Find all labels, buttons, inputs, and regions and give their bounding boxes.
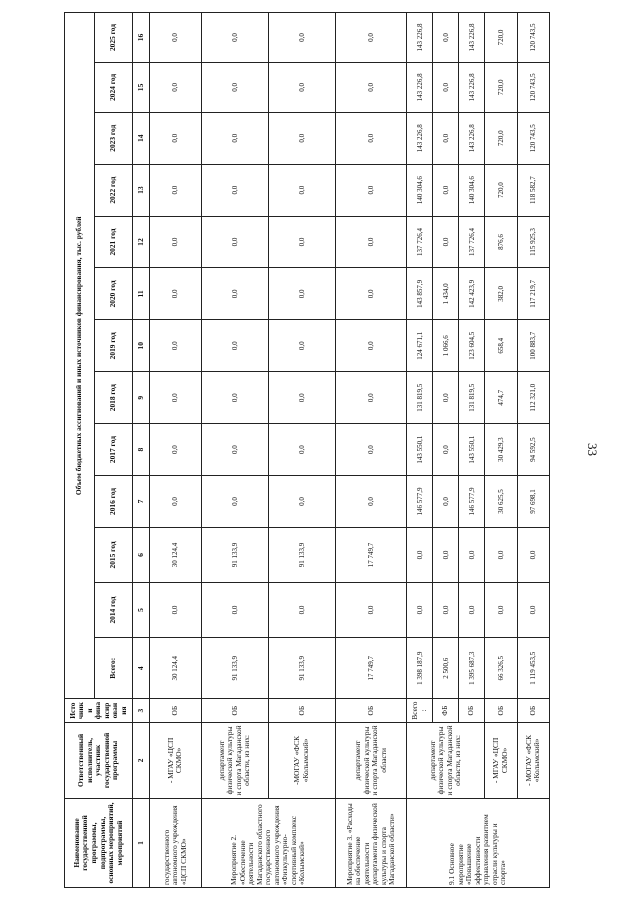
row-value: 0,0 — [201, 582, 268, 637]
row-value: 0,0 — [433, 63, 459, 113]
row-value: 0,0 — [201, 63, 268, 113]
table-row — [485, 13, 517, 888]
row-value: 0,0 — [407, 582, 433, 637]
row-value: 0,0 — [201, 476, 268, 528]
header-year: 2021 год — [95, 216, 133, 268]
row-source: ОБ — [268, 699, 335, 722]
page-number-text: 33 — [585, 443, 600, 456]
row-value: 0,0 — [201, 164, 268, 216]
column-number: 9 — [133, 372, 150, 424]
row-value: 0,0 — [150, 63, 202, 113]
row-value: 0,0 — [335, 112, 406, 164]
row-value: 0,0 — [268, 13, 335, 63]
row-value: 124 671,1 — [407, 320, 433, 372]
row-executor: департамент физической культуры и спорта Магаданской области, из них: — [201, 722, 268, 798]
column-number: 6 — [133, 527, 150, 582]
row-total: 91 133,9 — [201, 638, 268, 699]
row-value: 146 577,9 — [459, 476, 485, 528]
row-value: 0,0 — [150, 216, 202, 268]
row-executor: - МОГАУ «ФСК «Колымский» — [517, 722, 550, 798]
header-year: 2022 год — [95, 164, 133, 216]
row-value: 0,0 — [150, 372, 202, 424]
row-value: 0,0 — [485, 582, 517, 637]
row-value: 143 857,9 — [407, 268, 433, 320]
row-value: 140 304,6 — [459, 164, 485, 216]
row-value: 0,0 — [201, 112, 268, 164]
row-value: 0,0 — [517, 582, 550, 637]
row-total: 1 119 453,5 — [517, 638, 550, 699]
table-row — [335, 13, 406, 888]
row-value: 876,6 — [485, 216, 517, 268]
row-value: 112 321,0 — [517, 372, 550, 424]
column-number: 1 — [133, 799, 150, 888]
column-number: 13 — [133, 164, 150, 216]
row-value: 30 429,3 — [485, 424, 517, 476]
row-value: 720,0 — [485, 112, 517, 164]
row-value: 1 066,6 — [433, 320, 459, 372]
header-year: 2025 год — [95, 13, 133, 63]
header-year: 2020 год — [95, 268, 133, 320]
row-value: 131 819,5 — [459, 372, 485, 424]
row-source: ФБ — [433, 699, 459, 722]
table-row — [201, 13, 268, 888]
row-executor: - МГАУ «ЦСП СКМО» — [150, 722, 202, 798]
row-value: 0,0 — [150, 268, 202, 320]
row-value: 0,0 — [268, 63, 335, 113]
column-number: 14 — [133, 112, 150, 164]
row-value: 143 226,8 — [407, 13, 433, 63]
row-value: 143 226,8 — [407, 112, 433, 164]
row-value: 0,0 — [201, 216, 268, 268]
table-row — [268, 13, 335, 888]
row-total: 17 749,7 — [335, 638, 406, 699]
row-value: 0,0 — [433, 13, 459, 63]
header-name: Наименование государственной программы, подпрограммы, основных мероприятий, мероприятий — [65, 799, 133, 888]
row-value: 143 226,8 — [407, 63, 433, 113]
header-year: 2018 год — [95, 372, 133, 424]
header-total: Всего: — [95, 638, 133, 699]
row-value: 658,4 — [485, 320, 517, 372]
row-value: 0,0 — [459, 527, 485, 582]
column-number: 11 — [133, 268, 150, 320]
row-value: 91 133,9 — [268, 527, 335, 582]
column-number: 7 — [133, 476, 150, 528]
row-value: 120 743,5 — [517, 112, 550, 164]
row-name: Мероприятие 3. «Расходы на обеспечение деятельности департамента физической культуры и спорта Магаданской области» — [335, 799, 406, 888]
row-value: 0,0 — [150, 476, 202, 528]
column-number: 5 — [133, 582, 150, 637]
header-year: 2023 год — [95, 112, 133, 164]
row-value: 142 423,9 — [459, 268, 485, 320]
column-number: 10 — [133, 320, 150, 372]
row-value: 0,0 — [485, 527, 517, 582]
row-value: 0,0 — [150, 582, 202, 637]
row-value: 720,0 — [485, 164, 517, 216]
row-source: ОБ — [201, 699, 268, 722]
row-source: ОБ — [150, 699, 202, 722]
row-total: 30 124,4 — [150, 638, 202, 699]
row-value: 0,0 — [201, 424, 268, 476]
row-value: 0,0 — [433, 372, 459, 424]
row-name: государственного автономного учреждения «ЦСП СКМО» — [150, 799, 202, 888]
row-value: 137 726,4 — [407, 216, 433, 268]
row-value: 0,0 — [150, 13, 202, 63]
row-value: 0,0 — [268, 424, 335, 476]
row-name: 9.1 Основное мероприятие «Повышение эффективности управления развитием отрасли культуры и спорта» — [407, 799, 550, 888]
row-value: 0,0 — [335, 63, 406, 113]
row-value: 97 698,1 — [517, 476, 550, 528]
row-value: 0,0 — [335, 424, 406, 476]
row-value: 720,0 — [485, 13, 517, 63]
row-value: 120 743,5 — [517, 13, 550, 63]
row-value: 117 219,7 — [517, 268, 550, 320]
row-value: 137 726,4 — [459, 216, 485, 268]
row-source: ОБ — [485, 699, 517, 722]
row-value: 0,0 — [150, 164, 202, 216]
header-year: 2024 год — [95, 63, 133, 113]
row-value: 0,0 — [268, 320, 335, 372]
row-value: 30 625,5 — [485, 476, 517, 528]
row-total: 1 395 687,3 — [459, 638, 485, 699]
row-value: 30 124,4 — [150, 527, 202, 582]
row-value: 0,0 — [433, 582, 459, 637]
header-volume-title: Объем бюджетных ассигнований и иных источников финансирования, тыс. рублей — [65, 13, 95, 699]
row-value: 143 550,1 — [407, 424, 433, 476]
row-value: 0,0 — [433, 424, 459, 476]
row-value: 0,0 — [150, 320, 202, 372]
row-value: 0,0 — [201, 372, 268, 424]
row-value: 0,0 — [268, 112, 335, 164]
row-value: 120 743,5 — [517, 63, 550, 113]
row-value: 0,0 — [335, 268, 406, 320]
row-value: 100 883,7 — [517, 320, 550, 372]
row-value: 0,0 — [268, 164, 335, 216]
row-value: 0,0 — [201, 320, 268, 372]
column-number: 8 — [133, 424, 150, 476]
row-value: 0,0 — [459, 582, 485, 637]
row-value: 115 925,3 — [517, 216, 550, 268]
row-value: 0,0 — [433, 527, 459, 582]
row-value: 17 749,7 — [335, 527, 406, 582]
row-executor: департамент физической культуры и спорта Магаданской области — [335, 722, 406, 798]
row-value: 0,0 — [268, 582, 335, 637]
row-value: 0,0 — [433, 112, 459, 164]
row-value: 143 226,8 — [459, 13, 485, 63]
rotated-table-container — [64, 12, 550, 888]
row-total: 2 500,6 — [433, 638, 459, 699]
header-executor: Ответственный исполнитель, участник государственной программы — [65, 722, 133, 798]
row-value: 143 226,8 — [459, 63, 485, 113]
table-row — [407, 13, 433, 888]
row-executor: - МГАУ «ЦСП СКМО» — [485, 722, 517, 798]
row-value: 0,0 — [335, 320, 406, 372]
header-year: 2016 год — [95, 476, 133, 528]
row-value: 0,0 — [268, 216, 335, 268]
row-value: 0,0 — [335, 13, 406, 63]
row-value: 140 304,6 — [407, 164, 433, 216]
header-year: 2015 год — [95, 527, 133, 582]
row-source: ОБ — [335, 699, 406, 722]
row-value: 131 819,5 — [407, 372, 433, 424]
row-value: 0,0 — [201, 13, 268, 63]
row-source: ОБ — [517, 699, 550, 722]
row-value: 0,0 — [268, 268, 335, 320]
row-executor: департамент физической культуры и спорта Магаданской области, из них: — [407, 722, 485, 798]
column-number: 4 — [133, 638, 150, 699]
row-value: 143 550,1 — [459, 424, 485, 476]
column-number: 15 — [133, 63, 150, 113]
row-value: 0,0 — [407, 527, 433, 582]
column-number: 3 — [133, 699, 150, 722]
row-value: 0,0 — [268, 476, 335, 528]
row-value: 0,0 — [268, 372, 335, 424]
row-value: 0,0 — [150, 112, 202, 164]
column-number: 16 — [133, 13, 150, 63]
table-row — [517, 13, 550, 888]
row-source: Всего: — [407, 699, 433, 722]
row-value: 0,0 — [335, 582, 406, 637]
row-value: 1 434,0 — [433, 268, 459, 320]
row-value: 474,7 — [485, 372, 517, 424]
column-number: 2 — [133, 722, 150, 798]
row-value: 91 133,9 — [201, 527, 268, 582]
row-value: 143 226,8 — [459, 112, 485, 164]
row-source: ОБ — [459, 699, 485, 722]
table-row — [150, 13, 202, 888]
column-number: 12 — [133, 216, 150, 268]
row-value: 0,0 — [150, 424, 202, 476]
header-year: 2019 год — [95, 320, 133, 372]
row-name: Мероприятие 2. «Обеспечение деятельности Магаданского областного государственного автономного учреждения «Физкультурно-спортивный комплекс «Колымский» — [201, 799, 335, 888]
row-value: 0,0 — [433, 216, 459, 268]
row-value: 720,0 — [485, 63, 517, 113]
row-value: 123 604,5 — [459, 320, 485, 372]
row-value: 0,0 — [335, 372, 406, 424]
row-total: 91 133,9 — [268, 638, 335, 699]
row-total: 66 326,5 — [485, 638, 517, 699]
header-source: Источники финансирования — [65, 699, 133, 722]
row-value: 146 577,9 — [407, 476, 433, 528]
header-year: 2014 год — [95, 582, 133, 637]
row-value: 382,0 — [485, 268, 517, 320]
header-year: 2017 год — [95, 424, 133, 476]
row-value: 0,0 — [335, 216, 406, 268]
row-value: 94 592,5 — [517, 424, 550, 476]
row-value: 0,0 — [517, 527, 550, 582]
row-value: 0,0 — [335, 476, 406, 528]
row-total: 1 398 187,9 — [407, 638, 433, 699]
row-value: 0,0 — [335, 164, 406, 216]
row-value: 118 582,7 — [517, 164, 550, 216]
row-value: 0,0 — [433, 164, 459, 216]
row-value: 0,0 — [433, 476, 459, 528]
row-executor: -МОГАУ «ФСК «Колымский» — [268, 722, 335, 798]
row-value: 0,0 — [201, 268, 268, 320]
financing-table — [64, 12, 550, 888]
